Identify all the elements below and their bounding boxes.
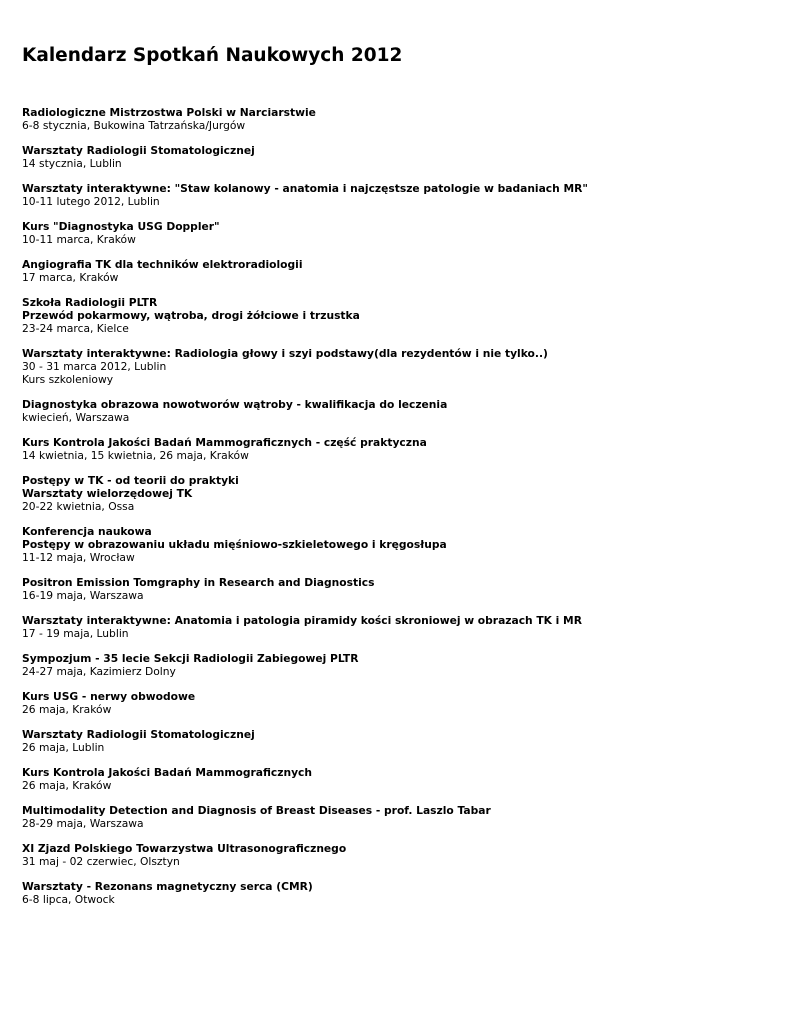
event-details: 11-12 maja, Wrocław bbox=[22, 551, 135, 564]
page-title: Kalendarz Spotkań Naukowych 2012 bbox=[22, 45, 403, 66]
event-title: Warsztaty interaktywne: Anatomia i patologia piramidy kości skroniowej w obrazach TK i MR bbox=[22, 614, 582, 627]
event-entry bbox=[22, 690, 588, 716]
event-entry bbox=[22, 614, 588, 640]
event-title: Postępy w obrazowaniu układu mięśniowo-szkieletowego i kręgosłupa bbox=[22, 538, 447, 551]
event-details: 31 maj - 02 czerwiec, Olsztyn bbox=[22, 855, 180, 868]
event-details: 24-27 maja, Kazimierz Dolny bbox=[22, 665, 176, 678]
event-title: Warsztaty Radiologii Stomatologicznej bbox=[22, 728, 255, 741]
event-details: 26 maja, Lublin bbox=[22, 741, 105, 754]
event-details: kwiecień, Warszawa bbox=[22, 411, 130, 424]
event-title: Warsztaty - Rezonans magnetyczny serca (CMR) bbox=[22, 880, 313, 893]
event-details: 30 - 31 marca 2012, Lublin bbox=[22, 360, 167, 373]
event-details: 17 - 19 maja, Lublin bbox=[22, 627, 129, 640]
event-title: Kurs Kontrola Jakości Badań Mammograficznych bbox=[22, 766, 312, 779]
event-entry bbox=[22, 144, 588, 170]
event-title: XI Zjazd Polskiego Towarzystwa Ultrasonograficznego bbox=[22, 842, 347, 855]
event-details: 23-24 marca, Kielce bbox=[22, 322, 129, 335]
event-details: 26 maja, Kraków bbox=[22, 703, 112, 716]
event-title: Kurs Kontrola Jakości Badań Mammograficznych - część praktyczna bbox=[22, 436, 427, 449]
event-entry bbox=[22, 106, 588, 132]
event-title: Radiologiczne Mistrzostwa Polski w Narciarstwie bbox=[22, 106, 316, 119]
event-details: 28-29 maja, Warszawa bbox=[22, 817, 144, 830]
event-title: Szkoła Radiologii PLTR bbox=[22, 296, 158, 309]
event-title: Przewód pokarmowy, wątroba, drogi żółciowe i trzustka bbox=[22, 309, 360, 322]
event-title: Warsztaty wielorzędowej TK bbox=[22, 487, 193, 500]
event-title: Multimodality Detection and Diagnosis of Breast Diseases - prof. Laszlo Tabar bbox=[22, 804, 491, 817]
event-details: 14 stycznia, Lublin bbox=[22, 157, 122, 170]
event-entry bbox=[22, 652, 588, 678]
event-title: Warsztaty Radiologii Stomatologicznej bbox=[22, 144, 255, 157]
event-entry bbox=[22, 398, 588, 424]
event-title: Konferencja naukowa bbox=[22, 525, 152, 538]
event-details: 10-11 lutego 2012, Lublin bbox=[22, 195, 160, 208]
event-title: Sympozjum - 35 lecie Sekcji Radiologii Zabiegowej PLTR bbox=[22, 652, 359, 665]
event-details: 17 marca, Kraków bbox=[22, 271, 119, 284]
event-entry bbox=[22, 347, 588, 386]
event-entry bbox=[22, 576, 588, 602]
event-entry bbox=[22, 728, 588, 754]
event-title: Angiografia TK dla techników elektroradiologii bbox=[22, 258, 303, 271]
event-entry bbox=[22, 436, 588, 462]
event-entry bbox=[22, 525, 588, 564]
event-title: Warsztaty interaktywne: Radiologia głowy i szyi podstawy(dla rezydentów i nie tylko..) bbox=[22, 347, 548, 360]
event-details: Kurs szkoleniowy bbox=[22, 373, 114, 386]
event-title: Diagnostyka obrazowa nowotworów wątroby - kwalifikacja do leczenia bbox=[22, 398, 448, 411]
event-details: 6-8 stycznia, Bukowina Tatrzańska/Jurgów bbox=[22, 119, 246, 132]
event-title: Positron Emission Tomgraphy in Research and Diagnostics bbox=[22, 576, 375, 589]
event-title: Kurs "Diagnostyka USG Doppler" bbox=[22, 220, 220, 233]
event-entry bbox=[22, 220, 588, 246]
event-entry bbox=[22, 880, 588, 906]
event-entry bbox=[22, 842, 588, 868]
event-details: 10-11 marca, Kraków bbox=[22, 233, 136, 246]
event-entry bbox=[22, 296, 588, 335]
event-entry bbox=[22, 804, 588, 830]
event-title: Postępy w TK - od teorii do praktyki bbox=[22, 474, 239, 487]
event-details: 6-8 lipca, Otwock bbox=[22, 893, 115, 906]
event-title: Warsztaty interaktywne: "Staw kolanowy - anatomia i najczęstsze patologie w badaniach MR" bbox=[22, 182, 588, 195]
event-title: Kurs USG - nerwy obwodowe bbox=[22, 690, 196, 703]
event-entry bbox=[22, 258, 588, 284]
event-details: 26 maja, Kraków bbox=[22, 779, 112, 792]
event-entry bbox=[22, 474, 588, 513]
event-details: 20-22 kwietnia, Ossa bbox=[22, 500, 135, 513]
event-entry bbox=[22, 182, 588, 208]
event-details: 14 kwietnia, 15 kwietnia, 26 maja, Kraków bbox=[22, 449, 249, 462]
event-details: 16-19 maja, Warszawa bbox=[22, 589, 144, 602]
event-entry bbox=[22, 766, 588, 792]
event-list bbox=[22, 106, 588, 918]
